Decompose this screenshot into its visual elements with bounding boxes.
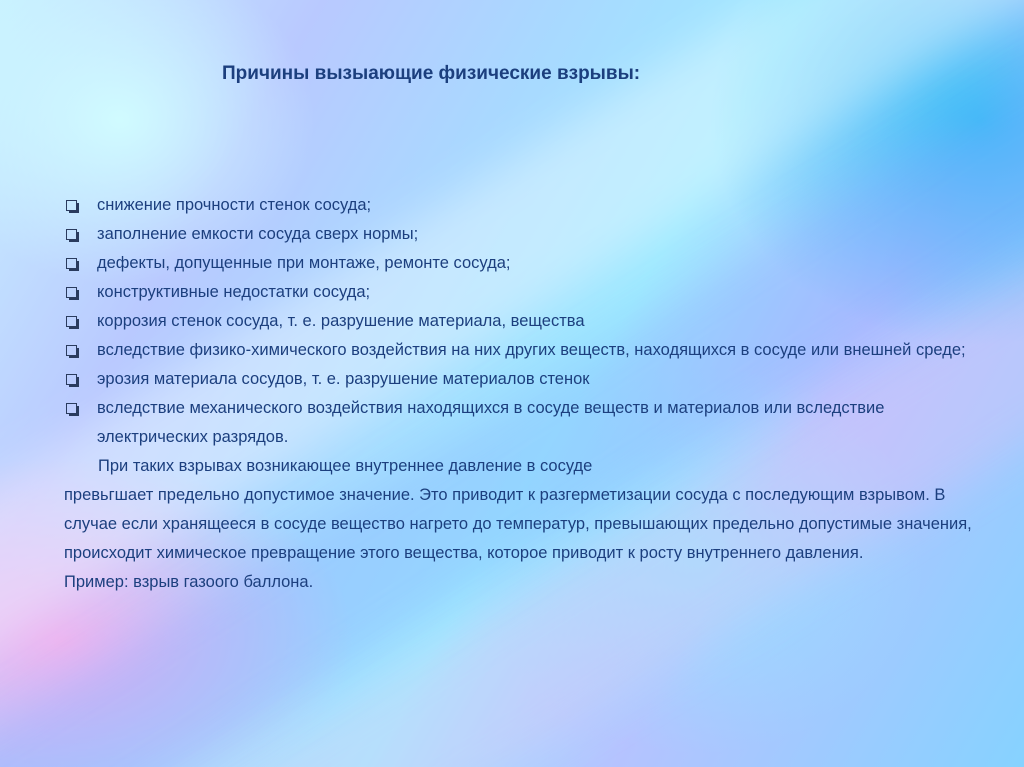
list-item-text: снижение прочности стенок сосуда; (97, 196, 372, 214)
list-item (64, 191, 994, 220)
checkbox-bullet-icon (66, 374, 77, 385)
list-item-text: дефекты, допущенные при монтаже, ремонте сосуда; (97, 254, 511, 272)
example-line: Пример: взрыв газоого баллона. (64, 573, 314, 591)
slide-content (64, 191, 994, 597)
checkbox-bullet-icon (66, 229, 77, 240)
checkbox-bullet-icon (66, 316, 77, 327)
checkbox-bullet-icon (66, 258, 77, 269)
list-item-text: конструктивные недостатки сосуда; (97, 283, 371, 301)
list-item-text: коррозия стенок сосуда, т. е. разрушение материала, вещества (97, 312, 585, 330)
slide-title: Причины вызыающие физические взрывы: (222, 63, 641, 84)
list-item (64, 336, 994, 365)
list-item-text: вследствие физико-химического воздействия на них других веществ, находящихся в сосуде или внешней среде; (97, 341, 966, 359)
list-item (64, 394, 994, 452)
list-item (64, 249, 994, 278)
list-item (64, 220, 994, 249)
paragraph-first-line: При таких взрывах возникающее внутреннее давление в сосуде (98, 457, 593, 475)
checkbox-bullet-icon (66, 200, 77, 211)
list-item (64, 365, 994, 394)
list-item (64, 278, 994, 307)
paragraph-text: пpевьгшает предельно допустимое значение. Это приводит к разгерметизации сосуда с последующим взрывом. В случае если хранящееся в сосуде вещество нагрето до температур, превышающих предельно допустимые значения, происходит химическое превращение этого вещества, которое приводит к росту внутреннего давления. (64, 486, 972, 562)
checkbox-bullet-icon (66, 345, 77, 356)
explanation-paragraph (64, 452, 994, 568)
causes-list (64, 191, 994, 452)
list-item-text: вследствие механического воздействия находящихся в сосуде веществ и материалов или вследствие электрических разрядов. (97, 399, 885, 446)
checkbox-bullet-icon (66, 287, 77, 298)
list-item (64, 307, 994, 336)
list-item-text: эрозия материала сосудов, т. е. разрушение материалов стенок (97, 370, 590, 388)
list-item-text: заполнение емкости сосуда сверх нормы; (97, 225, 419, 243)
checkbox-bullet-icon (66, 403, 77, 414)
